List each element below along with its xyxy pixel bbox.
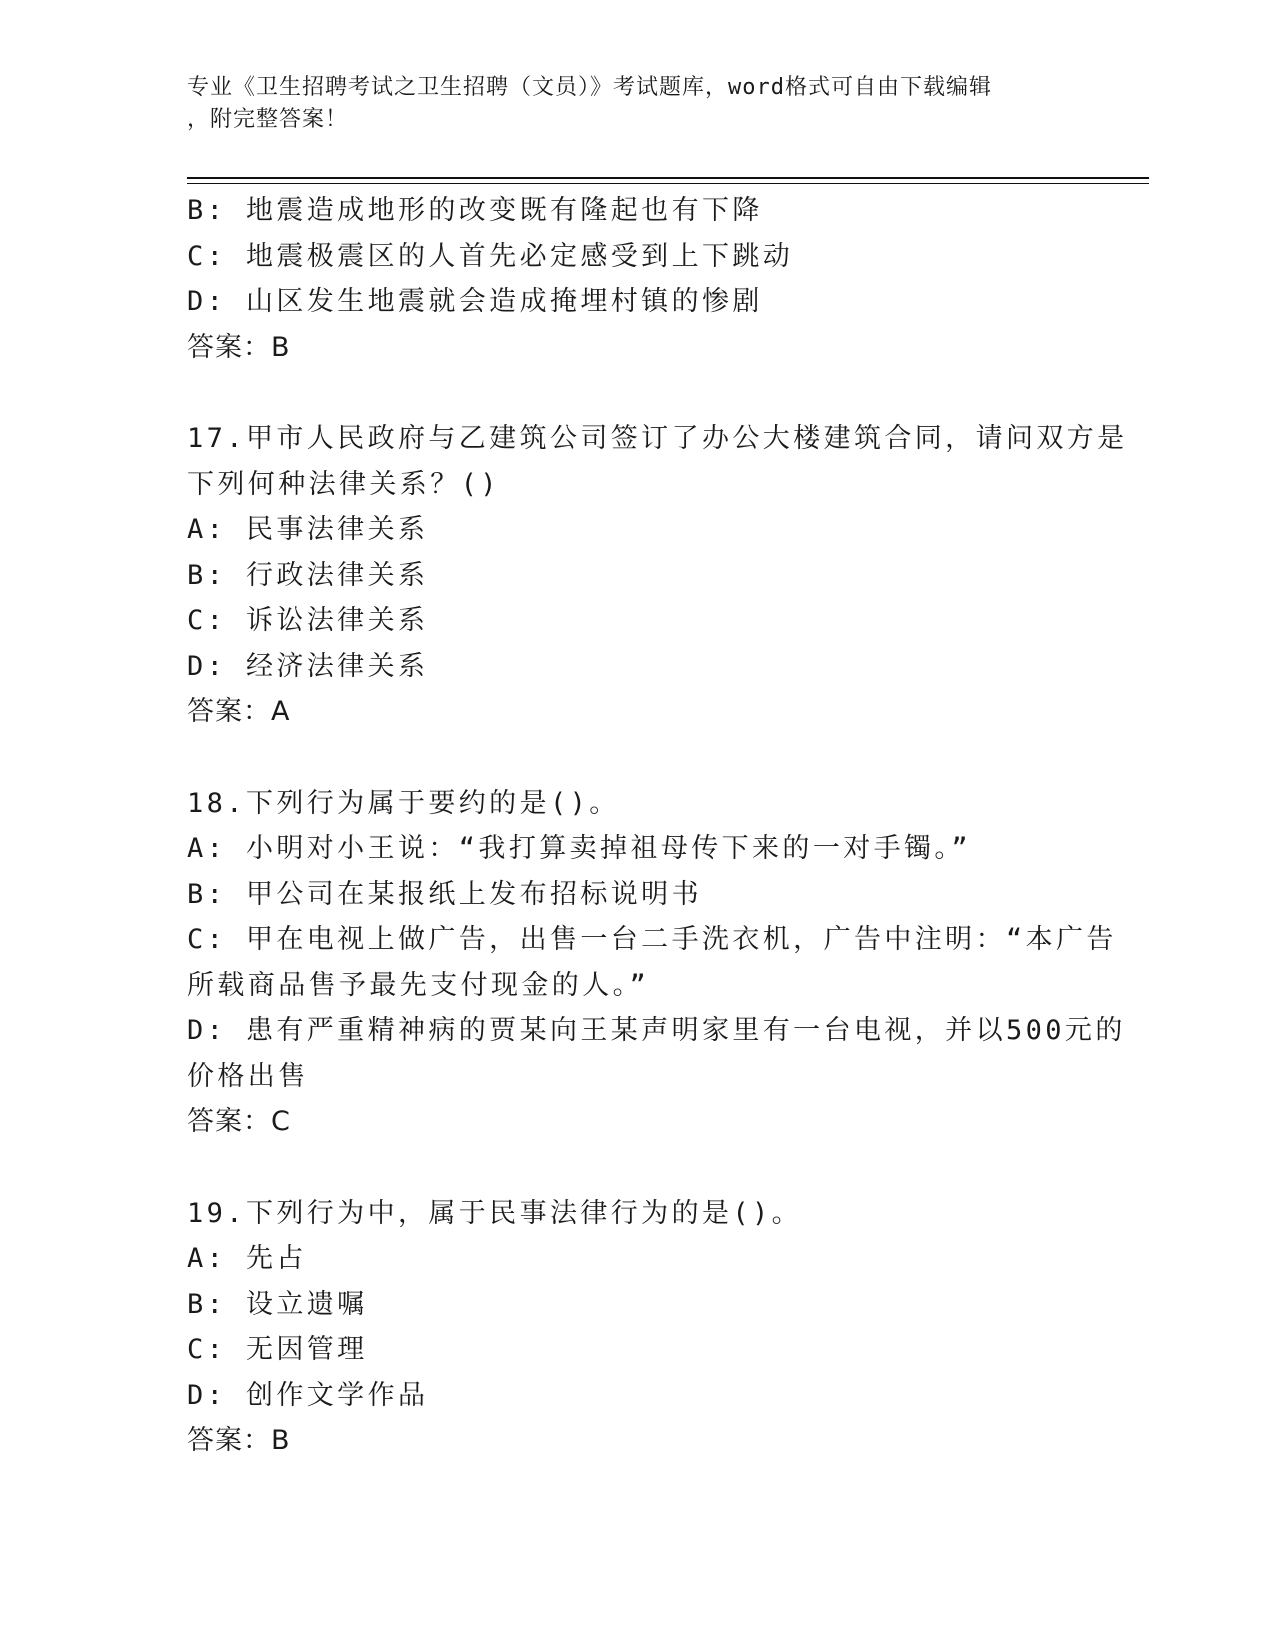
intro-line-1: 专业《卫生招聘考试之卫生招聘（文员）》考试题库，word格式可自由下载编辑 bbox=[187, 75, 992, 100]
q18-option-a: A: 小明对小王说：“我打算卖掉祖母传下来的一对手镯。” bbox=[187, 833, 971, 864]
q18-option-d-line-1: D: 患有严重精神病的贾某向王某声明家里有一台电视，并以500元的 bbox=[187, 1015, 1126, 1046]
q17-option-c: C: 诉讼法律关系 bbox=[187, 605, 429, 636]
q19-option-a: A: 先占 bbox=[187, 1243, 307, 1274]
q17-option-d: D: 经济法律关系 bbox=[187, 650, 429, 682]
header-divider-thin bbox=[187, 183, 1149, 184]
q16-option-c: C: 地震极震区的人首先必定感受到上下跳动 bbox=[187, 240, 794, 272]
question-19 bbox=[187, 1191, 1087, 1464]
question-17 bbox=[187, 416, 1128, 735]
q19-option-b: B: 设立遗嘱 bbox=[187, 1288, 368, 1320]
spacer bbox=[187, 735, 1087, 781]
q17-stem-line-1: 17.甲市人民政府与乙建筑公司签订了办公大楼建筑合同，请问双方是 bbox=[187, 423, 1128, 454]
question-list bbox=[187, 188, 1128, 1464]
question-18 bbox=[187, 781, 1126, 1145]
q18-option-b: B: 甲公司在某报纸上发布招标说明书 bbox=[187, 878, 702, 910]
q17-answer: 答案：A bbox=[187, 696, 291, 727]
q16-answer: 答案：B bbox=[187, 331, 291, 363]
spacer bbox=[187, 370, 1087, 416]
q16-option-d: D: 山区发生地震就会造成掩埋村镇的惨剧 bbox=[187, 286, 763, 317]
q18-stem: 18.下列行为属于要约的是()。 bbox=[187, 787, 620, 819]
header-divider-thick bbox=[187, 177, 1149, 179]
document-intro bbox=[187, 72, 1067, 136]
q19-stem: 19.下列行为中，属于民事法律行为的是()。 bbox=[187, 1197, 803, 1229]
q19-option-d: D: 创作文学作品 bbox=[187, 1379, 429, 1411]
q17-stem-line-2: 下列何种法律关系？() bbox=[187, 468, 500, 500]
q16-option-b: B: 地震造成地形的改变既有隆起也有下降 bbox=[187, 195, 763, 226]
q18-option-c-line-2: 所载商品售予最先支付现金的人。” bbox=[187, 969, 650, 1001]
q18-answer: 答案：C bbox=[187, 1106, 291, 1137]
q17-option-b: B: 行政法律关系 bbox=[187, 559, 429, 591]
q19-option-c: C: 无因管理 bbox=[187, 1334, 368, 1365]
q18-option-c-line-1: C: 甲在电视上做广告，出售一台二手洗衣机，广告中注明：“本广告 bbox=[187, 924, 1117, 955]
q17-option-a: A: 民事法律关系 bbox=[187, 514, 429, 545]
intro-line-2: ，附完整答案！ bbox=[187, 107, 349, 132]
q19-answer: 答案：B bbox=[187, 1425, 291, 1456]
spacer bbox=[187, 1145, 1087, 1191]
q18-option-d-line-2: 价格出售 bbox=[187, 1060, 309, 1092]
question-16-tail bbox=[187, 188, 1087, 370]
